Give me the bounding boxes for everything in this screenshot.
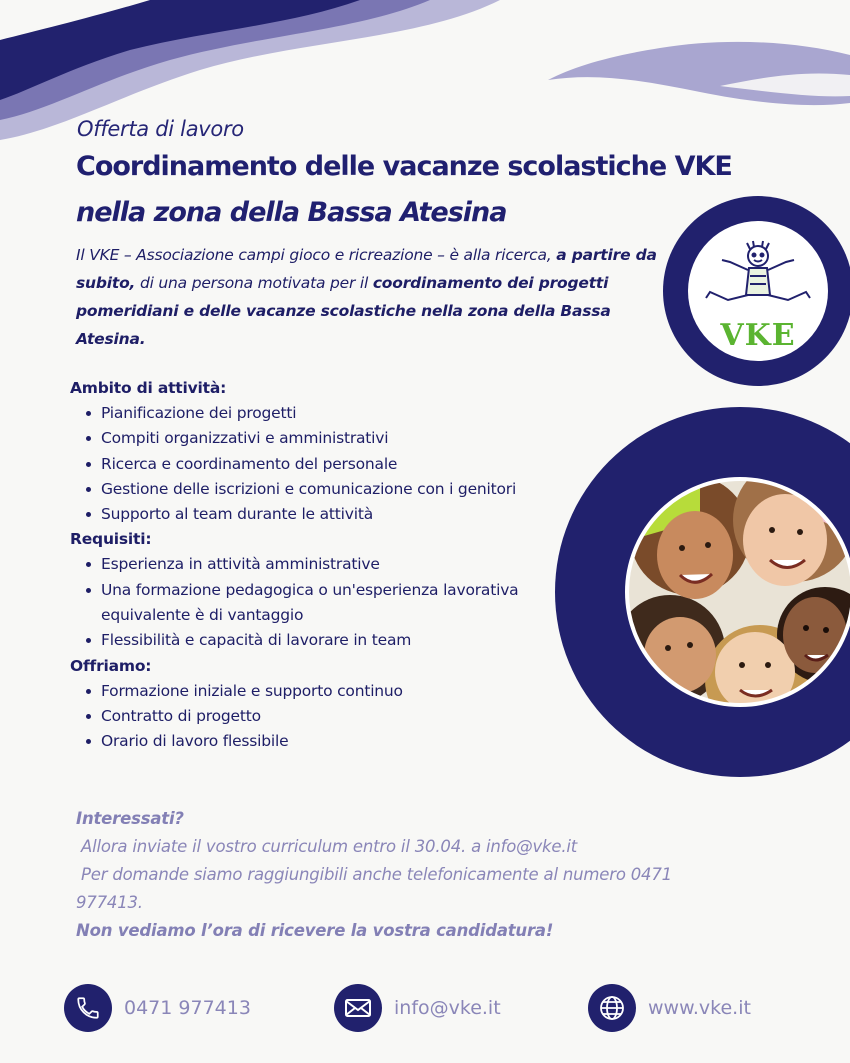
contact-website[interactable] [588, 984, 751, 1032]
activities-list [70, 401, 590, 527]
list-item: Una formazione pedagogica o un'esperienza lavorativa equivalente è di vantaggio [84, 578, 561, 629]
list-item: Flessibilità e capacità di lavorare in team [84, 628, 590, 653]
phone-icon [64, 984, 112, 1032]
logo-child-figure-icon [700, 240, 816, 320]
intro-start-date: a partire da subito, [76, 246, 657, 292]
contact-phone[interactable] [64, 984, 251, 1032]
page-title-location: nella zona della Bassa Atesina [76, 197, 507, 228]
requirements-list [70, 552, 590, 653]
phone-info-text: Per domande siamo raggiungibili anche telefonicamente al numero 0471 977413. [76, 865, 677, 912]
list-item: Compiti organizzativi e amministrativi [84, 426, 590, 451]
globe-icon [588, 984, 636, 1032]
application-info [76, 805, 716, 945]
list-item: Pianificazione dei progetti [84, 401, 590, 426]
logo-text: VKE [720, 318, 796, 353]
contact-email[interactable] [334, 984, 501, 1032]
list-item: Contratto di progetto [84, 704, 590, 729]
mail-icon [334, 984, 382, 1032]
list-item: Formazione iniziale e supporto continuo [84, 679, 590, 704]
intro-paragraph [76, 241, 666, 353]
closing-text: Non vediamo l’ora di ricevere la vostra candidatura! [76, 921, 554, 940]
section-heading-requirements: Requisiti: [70, 530, 152, 549]
intro-text: di una persona motivata per il [135, 274, 373, 292]
section-heading-offer: Offriamo: [70, 656, 152, 675]
vke-logo [700, 240, 816, 353]
page-title: Coordinamento delle vacanze scolastiche VKE [76, 151, 732, 182]
list-item: Esperienza in attività amministrative [84, 552, 590, 577]
list-item: Supporto al team durante le attività [84, 502, 590, 527]
intro-text: Il VKE – Associazione campi gioco e ricreazione – è alla ricerca, [76, 246, 557, 264]
offer-list [70, 679, 590, 755]
deadline-text: Allora inviate il vostro curriculum entro il 30.04. a info@vke.it [76, 837, 578, 856]
section-heading-activities: Ambito di attività: [70, 379, 227, 397]
job-offer-label: Offerta di lavoro [77, 117, 244, 141]
website-url: www.vke.it [648, 997, 751, 1019]
list-item: Orario di lavoro flessibile [84, 729, 590, 754]
intro-role: coordinamento dei progetti pomeridiani e delle vacanze scolastiche nella zona della Bassa Atesina. [76, 274, 611, 348]
phone-number: 0471 977413 [124, 997, 251, 1019]
job-details [70, 376, 590, 755]
email-address: info@vke.it [394, 997, 501, 1019]
list-item: Gestione delle iscrizioni e comunicazione con i genitori [84, 477, 590, 502]
interested-heading: Interessati? [76, 809, 184, 828]
list-item: Ricerca e coordinamento del personale [84, 452, 590, 477]
